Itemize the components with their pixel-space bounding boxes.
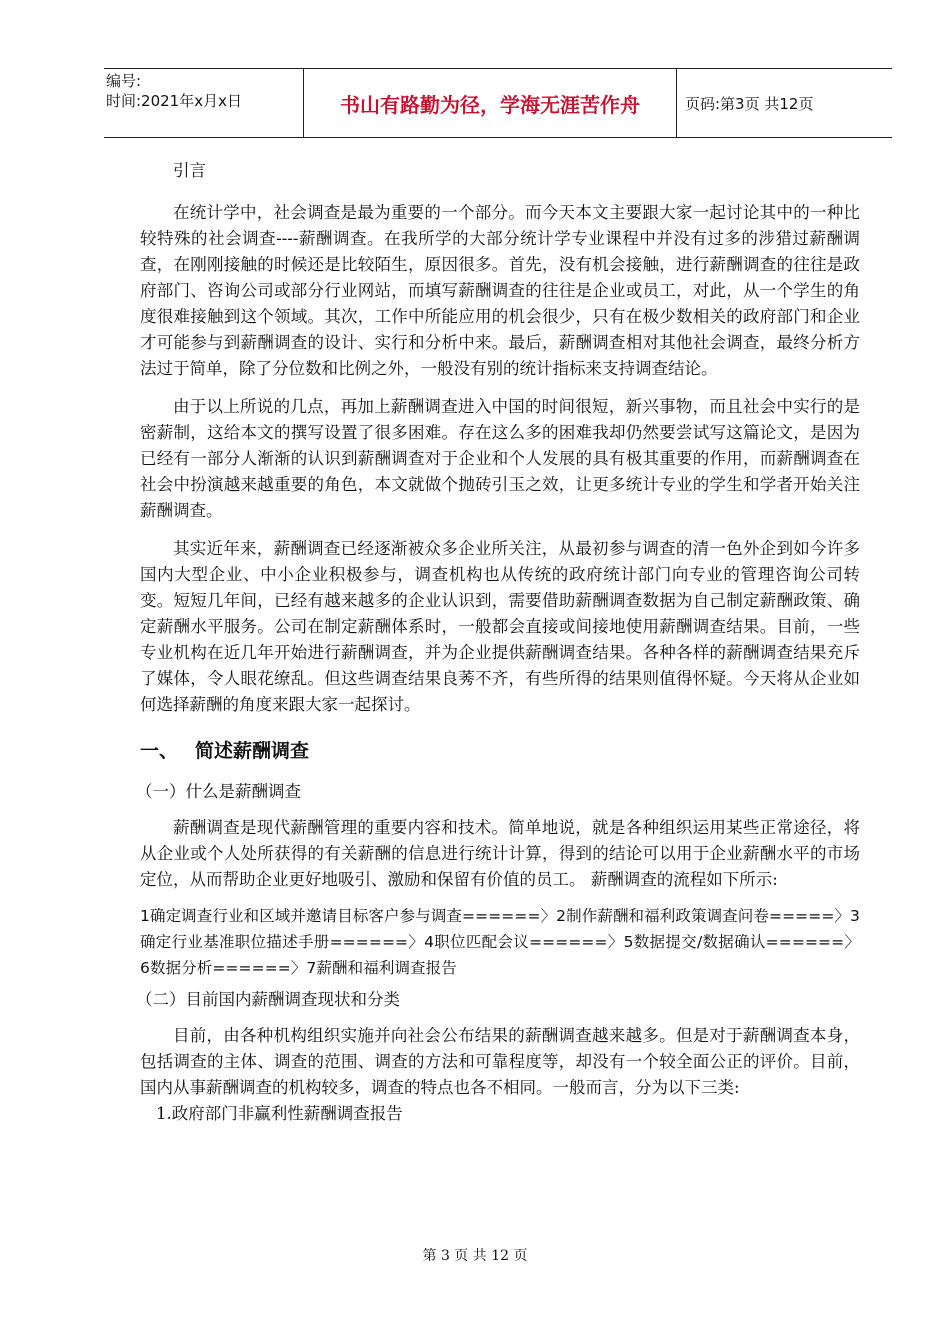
section-heading [140,736,860,763]
paragraph-5: 目前，由各种机构组织实施并向社会公布结果的薪酬调查越来越多。但是对于薪酬调查本身，包括调查的主体、调查的范围、调查的方法和可靠程度等，却没有一个较全面公正的评价。目前，国内从事薪酬调查的机构较多，调查的特点也各不相同。一般而言，分为以下三类: [140,1026,860,1097]
process-flow: 1确定调查行业和区域并邀请目标客户参与调查======〉2制作薪酬和福利政策调查问卷=====〉3确定行业基准职位描述手册======〉4职位匹配会议======〉5数据提交/数据确认======〉6数据分析======〉7薪酬和福利调查报告 [140,907,860,977]
number-label: 编号: [106,72,142,90]
header-meta [104,69,304,137]
time-label: 时间:2021年x月x日 [106,92,242,110]
paragraph-1: 在统计学中，社会调查是最为重要的一个部分。而今天本文主要跟大家一起讨论其中的一种比较特殊的社会调查----薪酬调查。在我所学的大部分统计学专业课程中并没有过多的涉猎过薪酬调查，在刚刚接触的时候还是比较陌生，原因很多。首先，没有机会接触，进行薪酬调查的往往是政府部门、咨询公司或部分行业网站，而填写薪酬调查的往往是企业或员工，对此，从一个学生的角度很难接触到这个领域。其次，工作中所能应用的机会很少，只有在极少数相关的政府部门和企业才可能参与到薪酬调查的设计、实行和分析中来。最后，薪酬调查相对其他社会调查，最终分析方法过于简单，除了分位数和比例之外，一般没有别的统计指标来支持调查结论。 [140,203,860,378]
intro-title: 引言 [173,161,206,180]
header-page-info: 页码:第3页 共12页 [685,94,814,113]
section-title: 简述薪酬调查 [195,740,310,762]
paragraph-2: 由于以上所说的几点，再加上薪酬调查进入中国的时间很短，新兴事物，而且社会中实行的是密薪制，这给本文的撰写设置了很多困难。存在这么多的困难我却仍然要尝试写这篇论文，是因为已经有一部分人渐渐的认识到薪酬调查对于企业和个人发展的具有极其重要的作用，而薪酬调查在社会中扮演越来越重要的角色，本文就做个抛砖引玉之效，让更多统计专业的学生和学者开始关注薪酬调查。 [140,397,860,520]
paragraph-3: 其实近年来，薪酬调查已经逐渐被众多企业所关注，从最初参与调查的清一色外企到如今许多国内大型企业、中小企业积极参与，调查机构也从传统的政府统计部门向专业的管理咨询公司转变。短短几年间，已经有越来越多的企业认识到，需要借助薪酬调查数据为自己制定薪酬政策、确定薪酬水平服务。公司在制定薪酬体系时，一般都会直接或间接地使用薪酬调查结果。目前，一些专业机构在近几年开始进行薪酬调查，并为企业提供薪酬调查结果。各种各样的薪酬调查结果充斥了媒体，令人眼花缭乱。但这些调查结果良莠不齐，有些所得的结果则值得怀疑。今天将从企业如何选择薪酬的角度来跟大家一起探讨。 [140,539,860,714]
page-footer: 第 3 页 共 12 页 [422,1248,528,1264]
list-item: 1.政府部门非赢利性薪酬调查报告 [156,1104,403,1123]
page-header [104,68,892,138]
subsection-heading-2: （二）目前国内薪酬调查现状和分类 [136,990,400,1009]
paragraph-4: 薪酬调查是现代薪酬管理的重要内容和技术。简单地说，就是各种组织运用某些正常途径，将从企业或个人处所获得的有关薪酬的信息进行统计计算，得到的结论可以用于企业薪酬水平的市场定位，从而帮助企业更好地吸引、激励和保留有价值的员工。 薪酬调查的流程如下所示: [140,818,860,889]
subsection-heading-1: （一）什么是薪酬调查 [136,782,301,801]
header-motto: 书山有路勤为径，学海无涯苦作舟 [304,69,677,137]
section-number: 一、 [140,740,179,762]
document-body [136,158,860,1127]
